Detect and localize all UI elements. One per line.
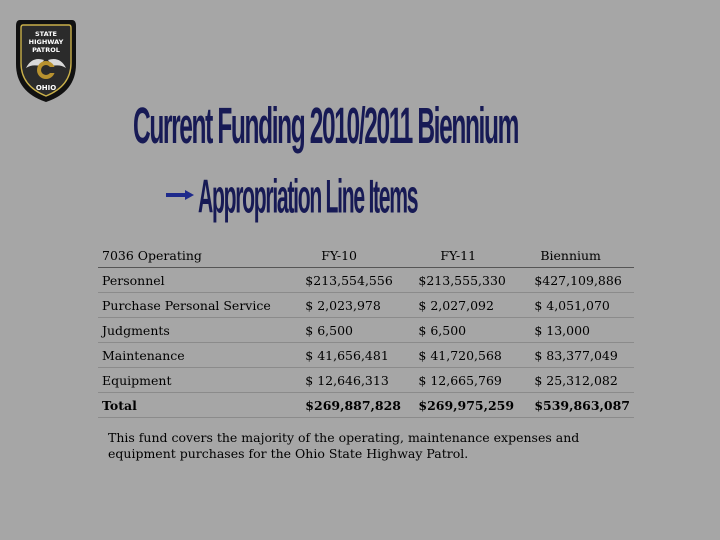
funding-table <box>98 243 634 418</box>
row-biennium: $ 25,312,082 <box>534 372 618 388</box>
highway-patrol-badge-logo <box>14 16 78 104</box>
header-fy11: FY-11 <box>440 247 477 263</box>
table-header-row <box>98 243 634 268</box>
logo-text-highway: HIGHWAY <box>28 38 64 46</box>
table-row-equipment <box>98 368 634 393</box>
row-fy11: $ 12,665,769 <box>418 372 502 388</box>
row-fy10: $213,554,556 <box>305 272 393 288</box>
row-label: Maintenance <box>102 347 185 363</box>
row-biennium: $ 13,000 <box>534 322 590 338</box>
row-biennium: $427,109,886 <box>534 272 622 288</box>
row-fy11: $213,555,330 <box>418 272 506 288</box>
header-operating: 7036 Operating <box>102 247 202 263</box>
logo-text-state: STATE <box>34 30 58 38</box>
table-row-purchase-personal-service <box>98 293 634 318</box>
row-label: Total <box>102 397 137 413</box>
right-arrow-icon <box>166 190 194 200</box>
row-label: Equipment <box>102 372 172 388</box>
table-row-personnel <box>98 268 634 293</box>
logo-text-ohio: OHIO <box>35 84 57 92</box>
row-biennium: $ 4,051,070 <box>534 297 610 313</box>
table-row-judgments <box>98 318 634 343</box>
table-row-maintenance <box>98 343 634 368</box>
page-title: Current Funding 2010/2011 Biennium <box>133 96 518 155</box>
row-label: Personnel <box>102 272 165 288</box>
table-row-total <box>98 393 634 418</box>
logo-text-patrol: PATROL <box>32 46 60 54</box>
row-biennium: $ 83,377,049 <box>534 347 618 363</box>
fund-description-note: This fund covers the majority of the operating, maintenance expenses and equipment purchases for the Ohio State Highway Patrol. <box>108 430 580 461</box>
row-biennium: $539,863,087 <box>534 397 630 413</box>
page-subtitle: Appropriation Line Items <box>198 170 418 223</box>
row-fy11: $ 41,720,568 <box>418 347 502 363</box>
header-fy10: FY-10 <box>321 247 357 263</box>
row-fy10: $269,887,828 <box>305 397 401 413</box>
row-fy10: $ 41,656,481 <box>305 347 389 363</box>
row-fy11: $ 2,027,092 <box>418 297 494 313</box>
row-fy10: $ 6,500 <box>305 322 354 338</box>
row-fy11: $ 6,500 <box>418 322 467 338</box>
row-label: Purchase Personal Service <box>102 297 271 313</box>
row-fy10: $ 2,023,978 <box>305 297 381 313</box>
header-biennium: Biennium <box>540 247 601 263</box>
row-label: Judgments <box>102 322 170 338</box>
row-fy10: $ 12,646,313 <box>305 372 389 388</box>
row-fy11: $269,975,259 <box>418 397 515 413</box>
